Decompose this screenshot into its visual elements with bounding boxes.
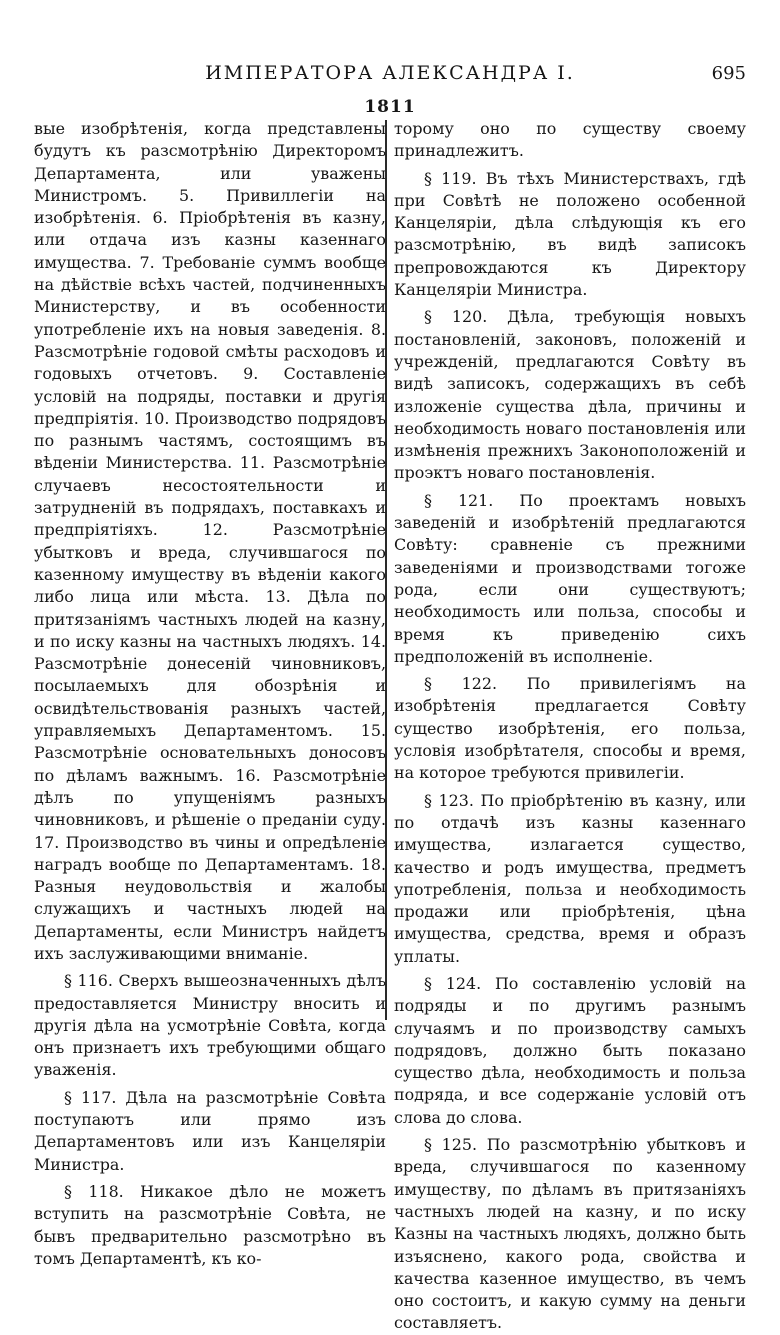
paragraph-119: § 119. Въ тѣхъ Министерствахъ, гдѣ при Совѣтѣ не положено особенной Канцеляріи, дѣла слѣдующія къ его разсмотрѣнію, въ видѣ записокъ препровождаются къ Директору Канцеляріи Министра. (394, 168, 746, 300)
paragraph-120: § 120. Дѣла, требующія новыхъ постановленій, законовъ, положеній и учрежденій, предлагаются Совѣту въ видѣ записокъ, содержащихъ въ себѣ изложеніе существа дѣла, причины и необходимость новаго постановленія или измѣненія прежнихъ Законоположеній и проэктъ новаго постановленія. (394, 307, 746, 483)
left-column (34, 118, 386, 1270)
paragraph-122: § 122. По привилегіямъ на изобрѣтенія предлагается Совѣту существо изобрѣтенія, его польза, условія изобрѣтателя, способы и время, на которое требуются привилегіи. (394, 674, 746, 783)
right-column (394, 118, 746, 1335)
paragraph-124: § 124. По составленію условій на подряды и по другимъ разнымъ случаямъ и по производству самыхъ подрядовъ, должно быть показано существо дѣла, необходимость и польза подряда, и все содержаніе условій отъ слова до слова. (394, 973, 746, 1127)
paragraph-125: § 125. По разсмотрѣнію убытковъ и вреда, случившагося по казенному имуществу, по дѣламъ въ притязаніяхъ частныхъ людей на казну, и по иску Казны на частныхъ людяхъ, должно быть изъяснено, какого рода, свойства и качества казенное имущество, въ чемъ оно состоитъ, и какую сумму на деньги составляетъ. (394, 1135, 746, 1333)
paragraph-123: § 123. По пріобрѣтенію въ казну, или по отдачѣ изъ казны казеннаго имущества, излагается существо, качество и родъ имущества, предметъ употребленія, польза и необходимость продажи или пріобрѣтенія, цѣна имущества, средства, время и образъ уплаты. (394, 790, 746, 966)
page-number: 695 (711, 63, 746, 84)
paragraph-121: § 121. По проектамъ новыхъ заведеній и изобрѣтеній предлагаются Совѣту: сравненіе съ прежними заведеніями и производствами тогоже рода, если они существуютъ; необходимость или польза, способы и время къ приведенію сихъ предположеній въ исполненіе. (394, 490, 746, 666)
running-title: ИМПЕРАТОРА АЛЕКСАНДРА I. (205, 62, 575, 84)
column-divider (385, 120, 387, 1020)
paragraph-116: § 116. Сверхъ вышеозначенныхъ дѣлъ предоставляется Министру вносить и другія дѣла на усмотрѣніе Совѣта, когда онъ признаетъ ихъ требующими общаго уваженія. (34, 971, 386, 1080)
year-heading: 1811 (364, 97, 416, 117)
paragraph-118-continued: торому оно по существу своему принадлежитъ. (394, 119, 746, 161)
page-header (0, 62, 780, 92)
paragraph-continued-list: вые изобрѣтенія, когда представлены будутъ къ разсмотрѣнію Директоромъ Департамента, или уважены Министромъ. 5. Привиллегіи на изобрѣтенія. 6. Пріобрѣтенія въ казну, или отдача изъ казны казеннаго имущества. 7. Требованіе суммъ вообще на дѣйствіе всѣхъ частей, подчиненныхъ Министерству, и въ особенности употребленіе ихъ на новыя заведенія. 8. Разсмотрѣніе годовой смѣты расходовъ и годовыхъ отчетовъ. 9. Составленіе условій на подряды, поставки и другія предпріятія. 10. Производство подрядовъ по разнымъ частямъ, состоящимъ въ вѣденіи Министерства. 11. Разсмотрѣніе случаевъ несостоятельности и затрудненій въ подрядахъ, поставкахъ и предпріятіяхъ. 12. Разсмотрѣніе убытковъ и вреда, случившагося по казенному имуществу въ вѣденіи какого либо лица или мѣста. 13. Дѣла по притязаніямъ частныхъ людей на казну, и по иску казны на частныхъ людяхъ. 14. Разсмотрѣніе донесеній чиновниковъ, посылаемыхъ для обозрѣнія и освидѣтельствованія разныхъ частей, управляемыхъ Департаментомъ. 15. Разсмотрѣніе основательныхъ доносовъ по дѣламъ важнымъ. 16. Разсмотрѣніе дѣлъ по упущеніямъ разныхъ чиновниковъ, и рѣшеніе о преданіи суду. 17. Производство въ чины и опредѣленіе наградъ вообще по Департаментамъ. 18. Разныя неудовольствія и жалобы служащихъ и частныхъ людей на Департаменты, если Министръ найдетъ ихъ заслуживающими вниманіе. (34, 119, 386, 963)
paragraph-118: § 118. Никакое дѣло не можетъ вступить на разсмотрѣніе Совѣта, не бывъ предварительно разсмотрѣно въ томъ Департаментѣ, къ ко- (34, 1181, 386, 1268)
paragraph-117: § 117. Дѣла на разсмотрѣніе Совѣта поступаютъ или прямо изъ Департаментовъ или изъ Канцеляріи Министра. (34, 1087, 386, 1174)
